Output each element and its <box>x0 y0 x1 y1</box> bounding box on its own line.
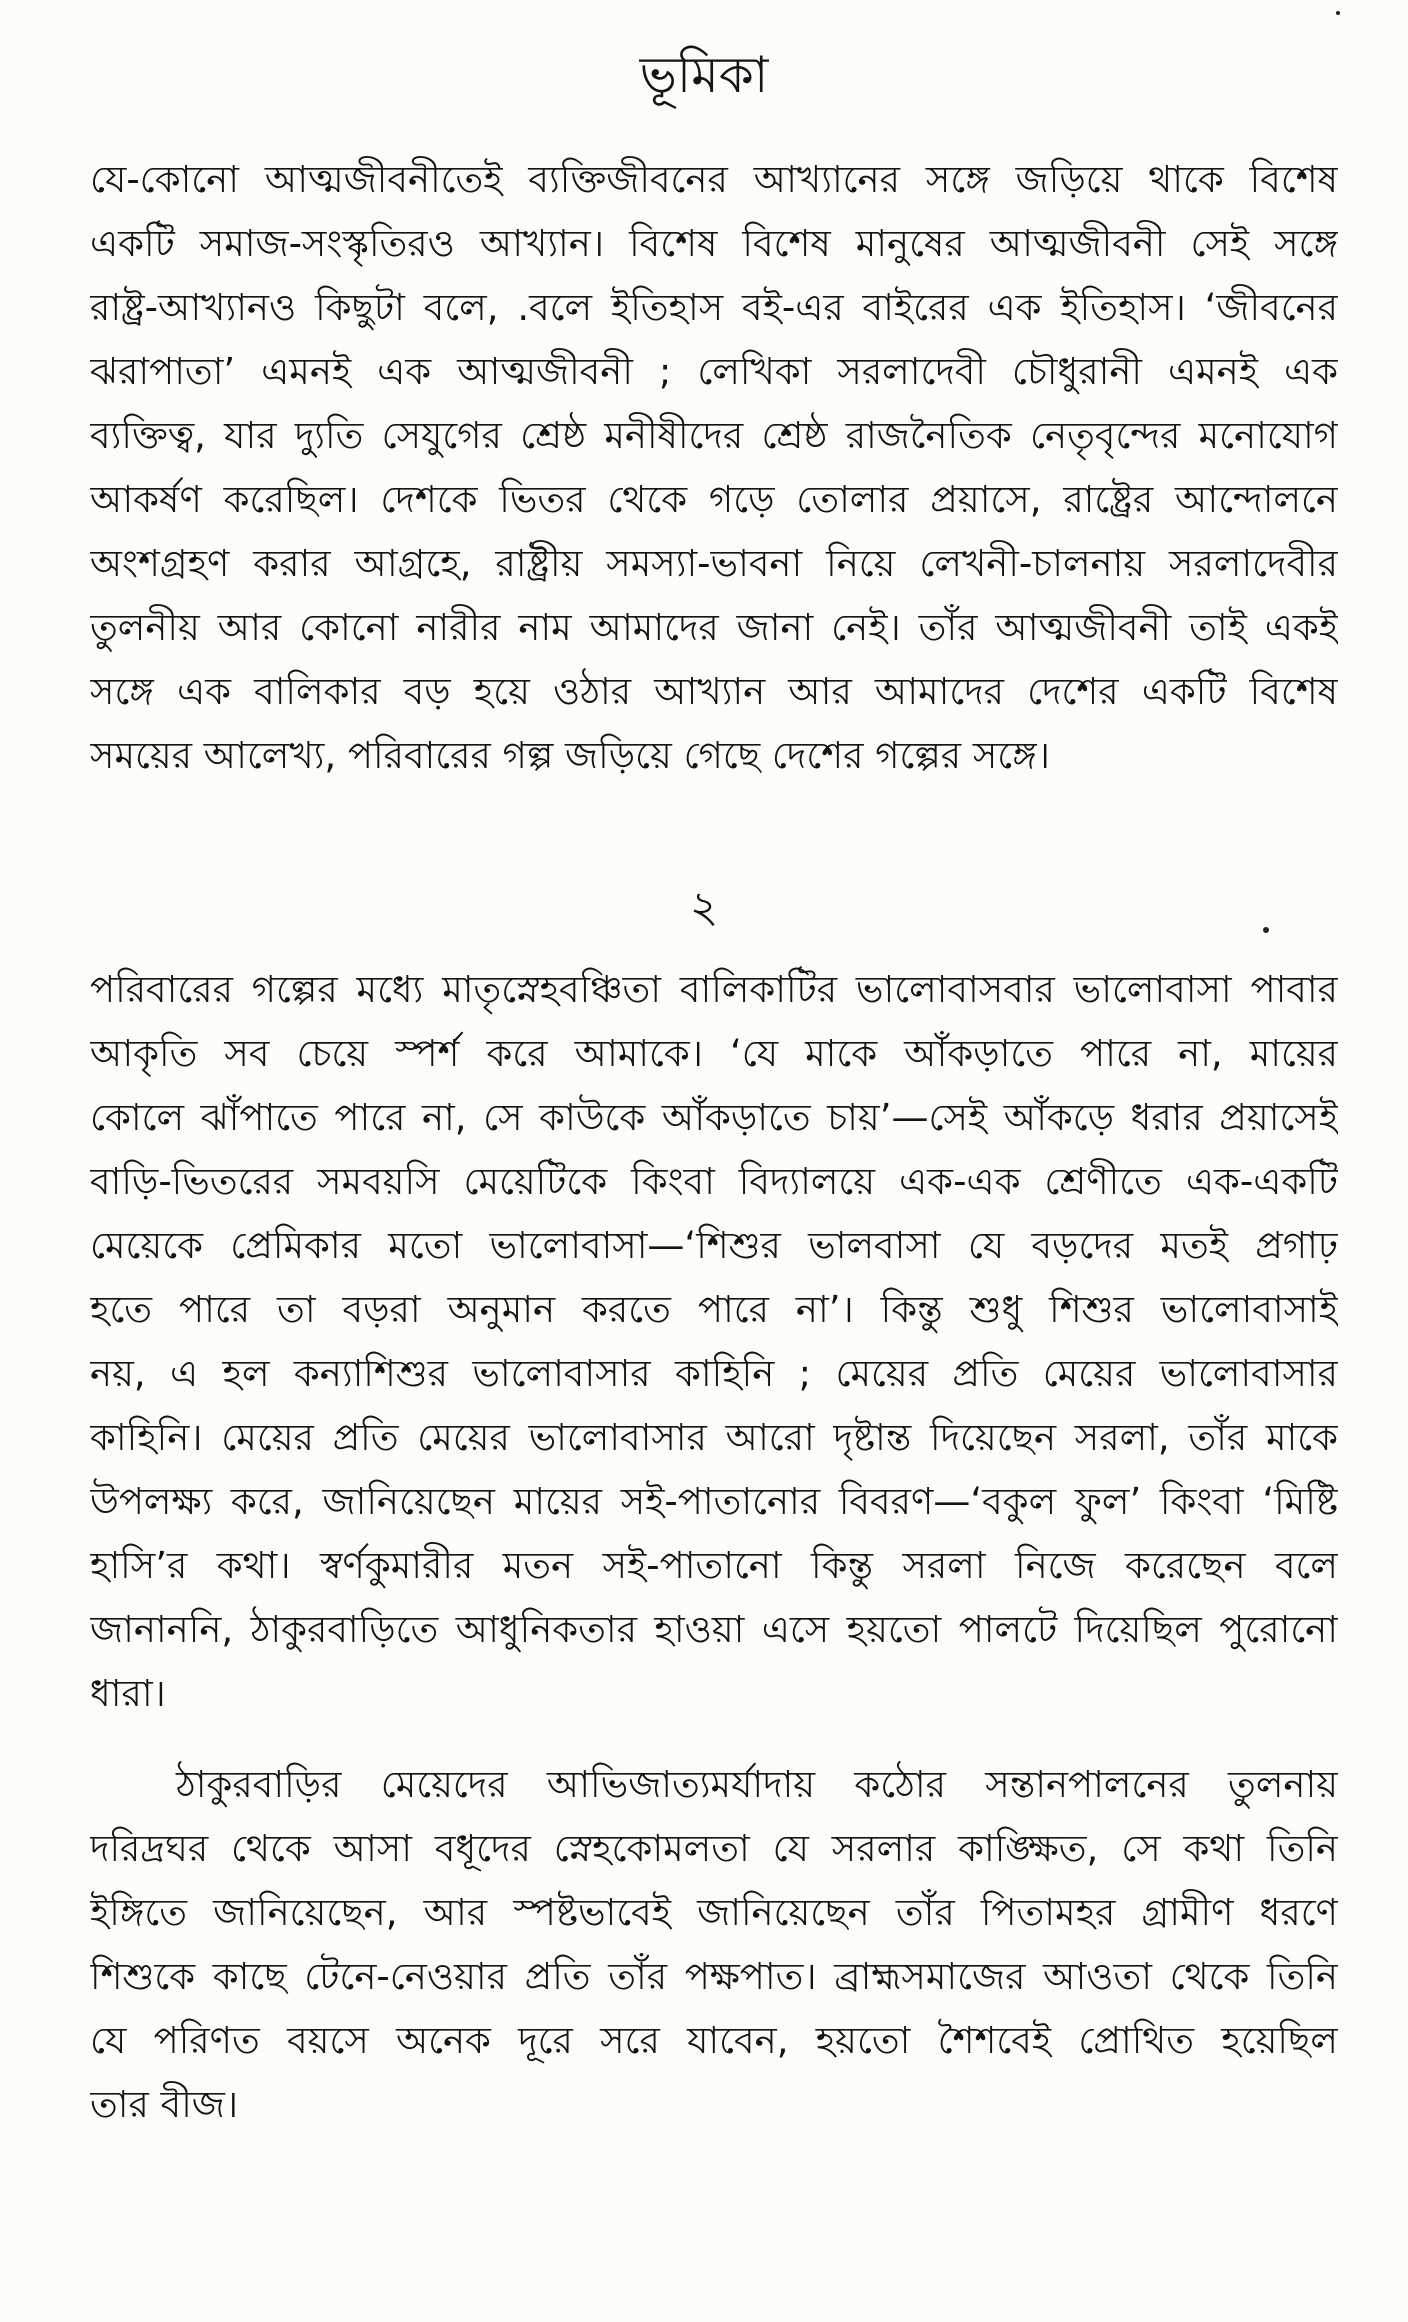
text-line: উপলক্ষ্য করে, জানিয়েছেন মায়ের সই-পাতানোর বিবরণ—‘বকুল ফুল’ কিংবা ‘মিষ্টি <box>90 1480 1338 1523</box>
text-line: ধারা। <box>90 1672 166 1715</box>
text-line: যে-কোনো আত্মজীবনীতেই ব্যক্তিজীবনের আখ্যানের সঙ্গে জড়িয়ে থাকে বিশেষ <box>90 158 1338 201</box>
page-title: ভূমিকা <box>639 46 769 104</box>
text-line: বাড়ি-ভিতরের সমবয়সি মেয়েটিকে কিংবা বিদ্যালয়ে এক-এক শ্রেণীতে এক-একটি <box>90 1160 1338 1203</box>
text-line: অংশগ্রহণ করার আগ্রহে, রাষ্ট্রীয় সমস্যা-ভাবনা নিয়ে লেখনী-চালনায় সরলাদেবীর <box>90 542 1338 585</box>
text-line: কোলে ঝাঁপাতে পারে না, সে কাউকে আঁকড়াতে চায়’—সেই আঁকড়ে ধরার প্রয়াসেই <box>90 1096 1338 1139</box>
text-line: যে পরিণত বয়সে অনেক দূরে সরে যাবেন, হয়তো শৈশবেই প্রোথিত হয়েছিল <box>90 2019 1338 2062</box>
text-line: সময়ের আলেখ্য, পরিবারের গল্প জড়িয়ে গেছে দেশের গল্পের সঙ্গে। <box>90 734 1050 777</box>
text-line: হতে পারে তা বড়রা অনুমান করতে পারে না’। কিন্তু শুধু শিশুর ভালোবাসাই <box>90 1288 1338 1331</box>
text-line: ইঙ্গিতে জানিয়েছেন, আর স্পষ্টভাবেই জানিয়েছেন তাঁর পিতামহর গ্রামীণ ধরণে <box>90 1891 1338 1934</box>
text-line: সঙ্গে এক বালিকার বড় হয়ে ওঠার আখ্যান আর আমাদের দেশের একটি বিশেষ <box>90 670 1338 713</box>
text-line: আকৃতি সব চেয়ে স্পর্শ করে আমাকে। ‘যে মাকে আঁকড়াতে পারে না, মায়ের <box>90 1032 1338 1075</box>
paragraph-1 <box>90 150 1338 810</box>
text-line: তুলনীয় আর কোনো নারীর নাম আমাদের জানা নেই। তাঁর আত্মজীবনী তাই একই <box>90 606 1338 649</box>
scan-speck <box>1336 11 1340 15</box>
text-line: নয়, এ হল কন্যাশিশুর ভালোবাসার কাহিনি ; মেয়ের প্রতি মেয়ের ভালোবাসার <box>90 1352 1338 1395</box>
text-line: হাসি’র কথা। স্বর্ণকুমারীর মতন সই-পাতানো কিন্তু সরলা নিজে করেছেন বলে <box>90 1544 1338 1587</box>
text-line: তার বীজ। <box>90 2083 239 2126</box>
paragraph-2 <box>90 960 1338 1740</box>
text-line: আকর্ষণ করেছিল। দেশকে ভিতর থেকে গড়ে তোলার প্রয়াসে, রাষ্ট্রের আন্দোলনে <box>90 478 1338 521</box>
text-line: ব্যক্তিত্ব, যার দ্যুতি সেযুগের শ্রেষ্ঠ মনীষীদের শ্রেষ্ঠ রাজনৈতিক নেতৃবৃন্দের মনোযোগ <box>90 414 1338 457</box>
text-line: রাষ্ট্র-আখ্যানও কিছুটা বলে, .বলে ইতিহাস বই-এর বাইরের এক ইতিহাস। ‘জীবনের <box>90 286 1338 329</box>
text-line: কাহিনি। মেয়ের প্রতি মেয়ের ভালোবাসার আরো দৃষ্টান্ত দিয়েছেন সরলা, তাঁর মাকে <box>90 1416 1338 1459</box>
text-line: দরিদ্রঘর থেকে আসা বধূদের স্নেহকোমলতা যে সরলার কাঙ্ক্ষিত, সে কথা তিনি <box>90 1827 1338 1870</box>
section-number: ২ <box>689 882 719 933</box>
text-line: ঝরাপাতা’ এমনই এক আত্মজীবনী ; লেখিকা সরলাদেবী চৌধুরানী এমনই এক <box>90 350 1338 393</box>
scan-speck <box>1263 927 1269 933</box>
paragraph-3 <box>90 1755 1338 2155</box>
text-line: পরিবারের গল্পের মধ্যে মাতৃস্নেহবঞ্চিতা বালিকাটির ভালোবাসবার ভালোবাসা পাবার <box>90 968 1338 1011</box>
text-line: ঠাকুরবাড়ির মেয়েদের আভিজাত্যমর্যাদায় কঠোর সন্তানপালনের তুলনায় <box>176 1763 1338 1806</box>
text-line: জানাননি, ঠাকুরবাড়িতে আধুনিকতার হাওয়া এসে হয়তো পালটে দিয়েছিল পুরোনো <box>90 1608 1338 1651</box>
text-line: একটি সমাজ-সংস্কৃতিরও আখ্যান। বিশেষ বিশেষ মানুষের আত্মজীবনী সেই সঙ্গে <box>90 222 1338 265</box>
text-line: মেয়েকে প্রেমিকার মতো ভালোবাসা—‘শিশুর ভালবাসা যে বড়দের মতই প্রগাঢ় <box>90 1224 1338 1267</box>
text-line: শিশুকে কাছে টেনে-নেওয়ার প্রতি তাঁর পক্ষপাত। ব্রাহ্মসমাজের আওতা থেকে তিনি <box>90 1955 1338 1998</box>
